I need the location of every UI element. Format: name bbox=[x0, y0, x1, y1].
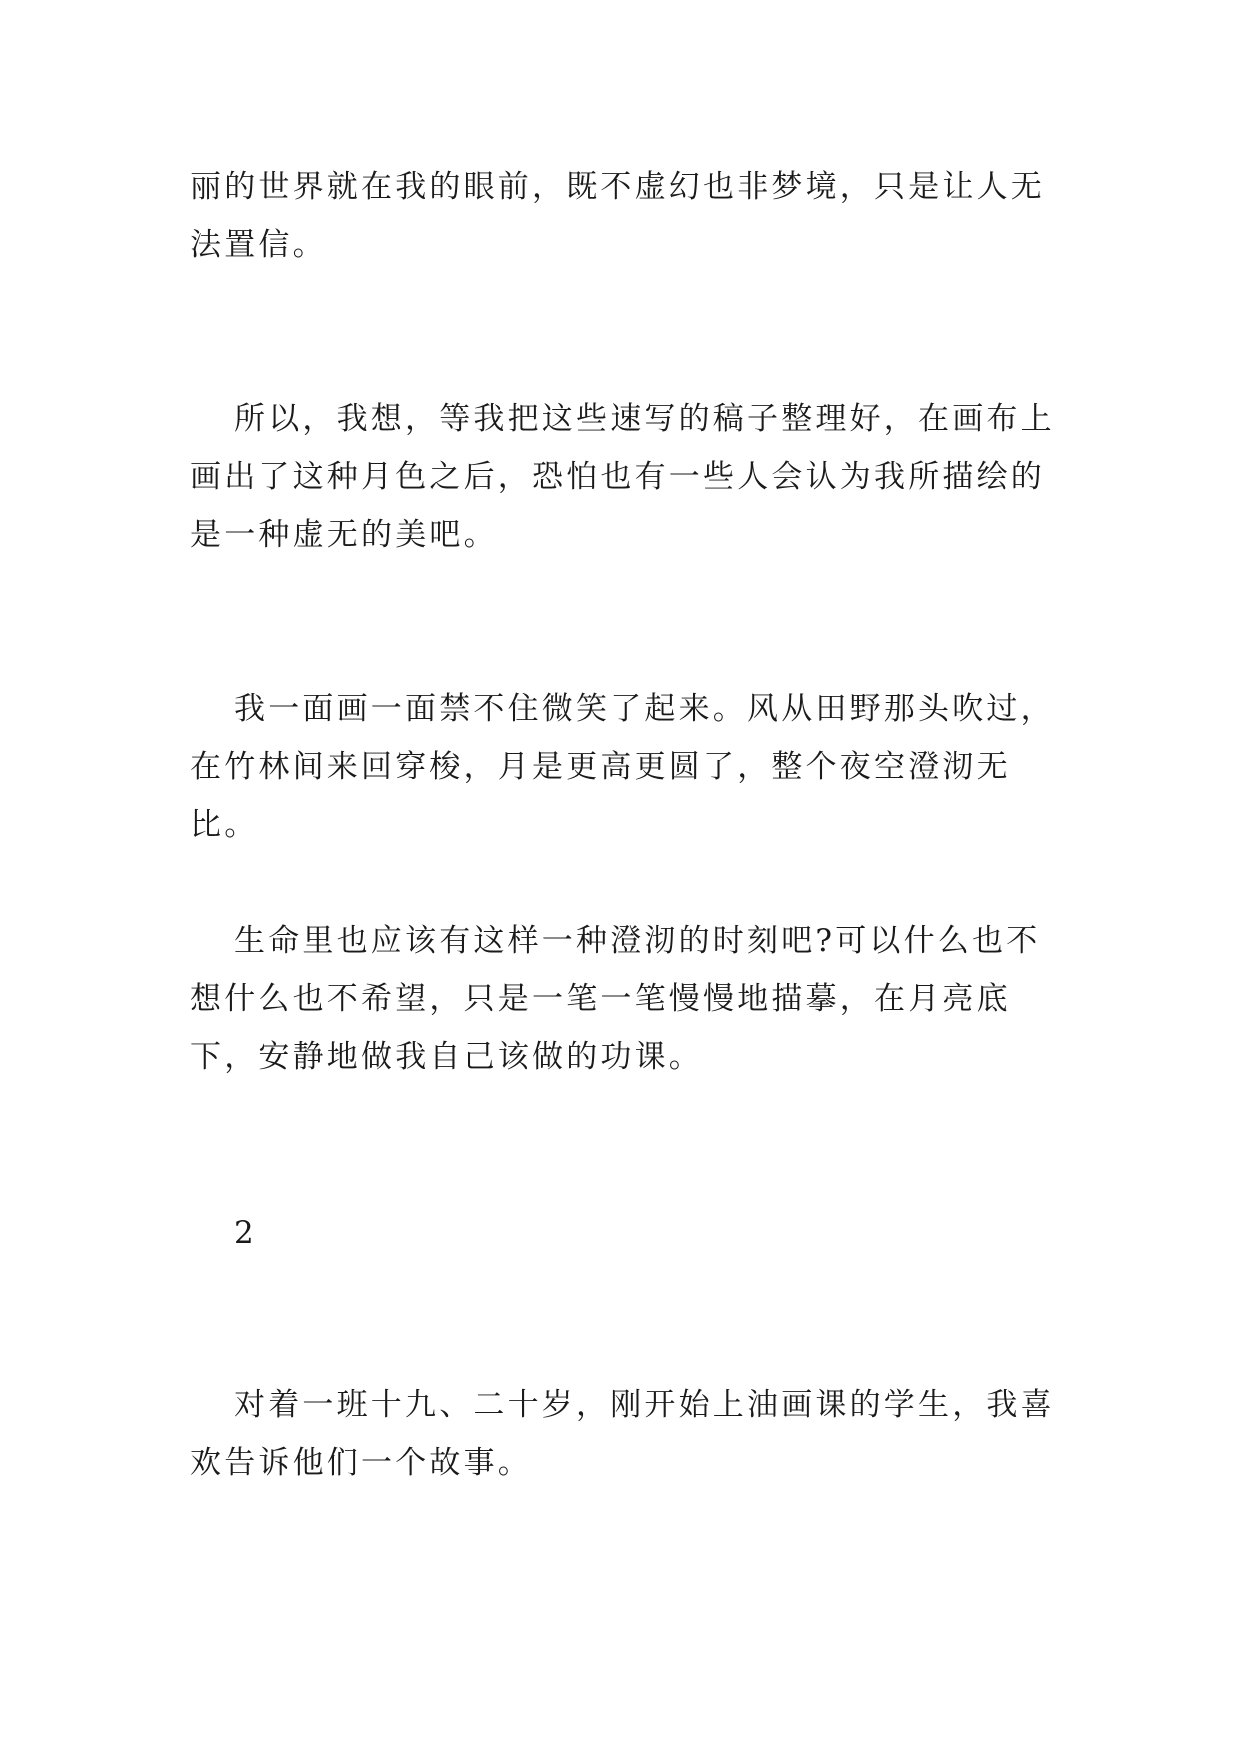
paragraph-smile: 我一面画一面禁不住微笑了起来。风从田野那头吹过，在竹林间来回穿梭，月是更高更圆了，整个夜空澄沏无比。 bbox=[190, 691, 1055, 843]
section-number: 2 bbox=[234, 1215, 257, 1251]
paragraph-students: 对着一班十九、二十岁，刚开始上油画课的学生，我喜欢告诉他们一个故事。 bbox=[190, 1387, 1055, 1481]
paragraph-clear-moment: 生命里也应该有这样一种澄沏的时刻吧?可以什么也不想什么也不希望，只是一笔一笔慢慢地描摹，在月亮底下，安静地做我自己该做的功课。 bbox=[190, 923, 1041, 1075]
paragraph-sketches: 所以，我想，等我把这些速写的稿子整理好，在画布上画出了这种月色之后，恐怕也有一些人会认为我所描绘的是一种虚无的美吧。 bbox=[190, 401, 1055, 553]
paragraph-continuation: 丽的世界就在我的眼前，既不虚幻也非梦境，只是让人无法置信。 bbox=[190, 169, 1045, 263]
